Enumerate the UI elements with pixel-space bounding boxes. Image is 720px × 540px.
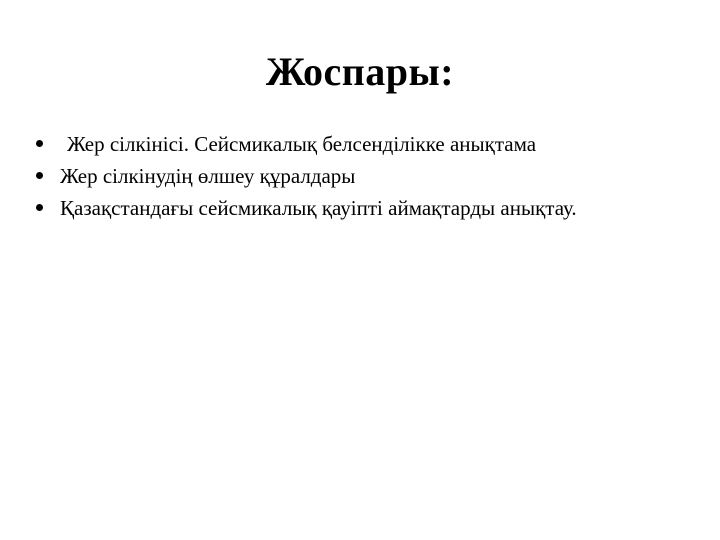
bullet-icon bbox=[36, 172, 43, 179]
bullet-icon bbox=[36, 140, 43, 147]
bullet-text: Жер сілкінудің өлшеу құралдары bbox=[60, 164, 356, 188]
list-item bbox=[36, 192, 696, 224]
bullet-list bbox=[36, 128, 696, 224]
bullet-text: Жер сілкінісі. Сейсмикалық белсенділікке анықтама bbox=[67, 132, 537, 156]
list-item bbox=[36, 160, 696, 192]
bullet-text: Қазақстандағы сейсмикалық қауіпті аймақтарды анықтау. bbox=[60, 196, 577, 220]
list-item bbox=[36, 128, 696, 160]
slide-title: Жоспары: bbox=[265, 49, 455, 94]
bullet-icon bbox=[36, 204, 43, 211]
